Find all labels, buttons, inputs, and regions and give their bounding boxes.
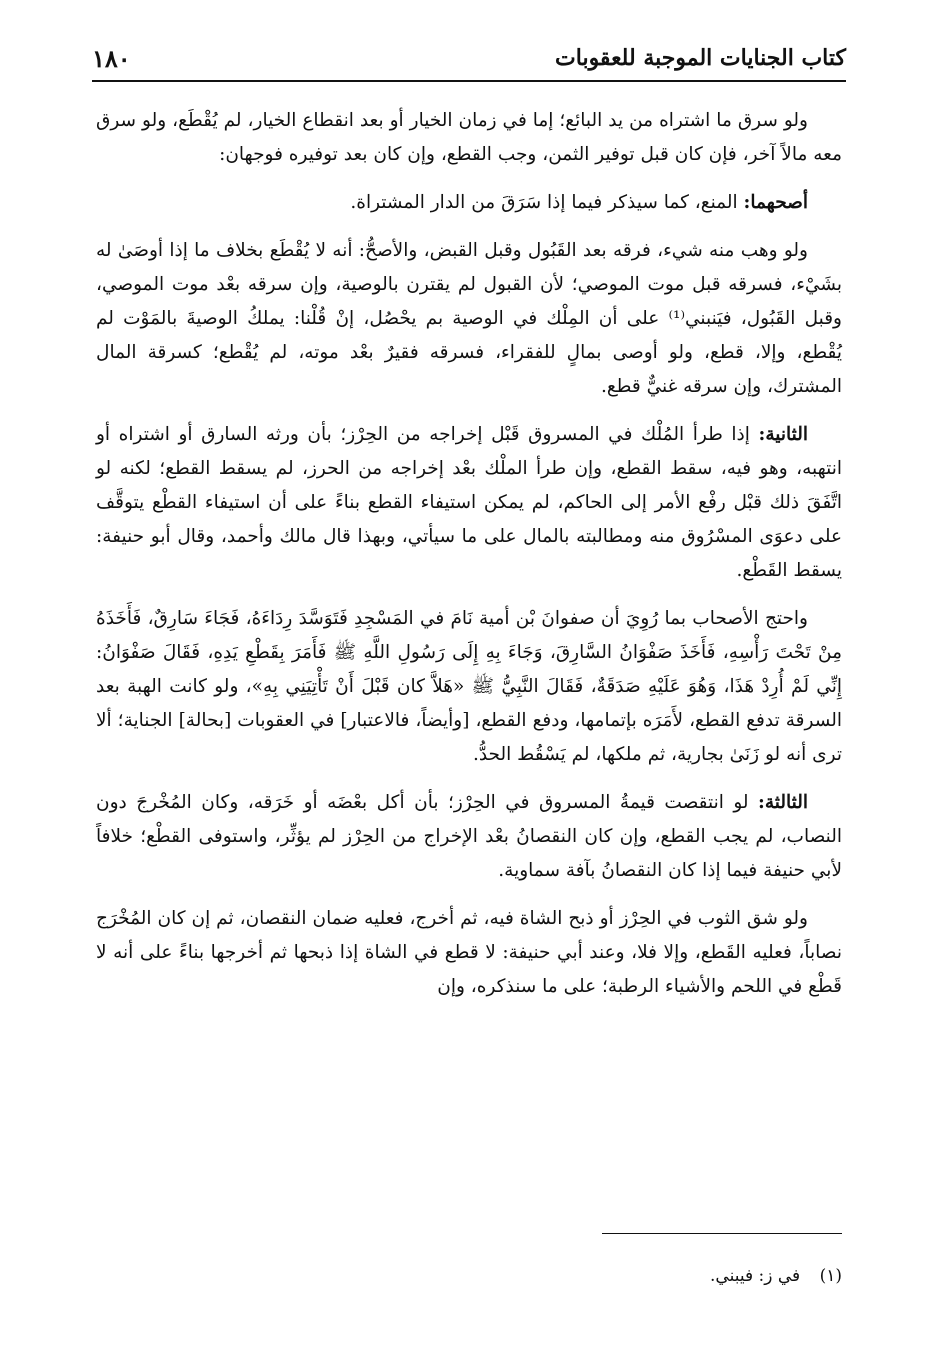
paragraph [96,104,842,172]
paragraph-text: إذا طرأ المُلْك في المسروق قَبْل إخراجه من الحِرْز؛ بأن ورثه السارق أو اشتراه أو انتهبه، وهو فيه، سقط القطع، وإن طرأ الملْك بعْد إخراجه من الحرز، لم يسقط القطع؛ لكنه لو اتَّفَقَ ذلك قبْل رفْع الأمر إلى الحاكم، لم يمكن استيفاء القطع بناءً على أن استيفاء القطْع يتوقَّف على دعوَى المسْرُوق منه ومطالبته بالمال على ما سيأتي، وبهذا قال مالك وأحمد، وقال أبو حنيفة: يسقط القَطْع. [96,424,842,581]
footnote [96,1262,842,1290]
paragraph-text: ولو سرق ما اشتراه من يد البائع؛ إما في زمان الخيار أو بعد انقطاع الخيار، لم يُقْطَع، ولو سرق معه مالاً آخر، فإن كان قبل توفير الثمن، وجب القطع، وإن كان بعد توفيره فوجهان: [96,110,842,165]
footnote-divider [602,1233,842,1234]
footnote-mark: (١) [819,1266,842,1286]
paragraph-text: المنع، كما سيذكر فيما إذا سَرَقَ من الدار المشتراة. [350,192,744,213]
paragraph [96,234,842,404]
page-number: ١٨٠ [92,43,131,73]
paragraph-text: لو انتقصت قيمةُ المسروق في الحِرْز؛ بأن أكل بعْضَه أو خَرَقه، وكان المُخْرجَ دون النصاب، لم يجب القطع، وإن كان النقصانُ بعْد الإخراج من الحِرْز لم يؤثِّر، واستوفى القطْع؛ خلافاً لأبي حنيفة فيما إذا كان النقصانُ بآفة سماوية. [96,792,842,881]
footnote-text: في ز: فيبني. [710,1266,801,1286]
paragraph-text: واحتج الأصحاب بما رُوِيَ أن صفوانَ بْن أمية نَامَ في المَسْجِدِ فَتَوَسَّدَ رِدَاءَهُ، فَجَاءَ سَارِقٌ، فَأَخَذَهُ مِنْ تَحْتَ رَأْسِهِ، فَأَخَذَ صَفْوَانُ السَّارِقَ، وَجَاءَ بِهِ إِلَى رَسُولِ اللَّهِ ﷺ فَأَمَرَ بِقَطْعِ يَدِهِ، فَقَالَ صَفْوَانُ: إِنِّي لَمْ أُرِدْ هَذَا، وَهُوَ عَلَيْهِ صَدَقَةٌ، فَقَالَ النَّبِيُّ ﷺ «هَلاَّ كان قَبْلَ أَنْ تَأْتِيَنِي بِهِ»، ولو كانت الهبة بعد السرقة تدفع القطع، لأَمَرَه بإتمامها، ودفع القطع، [وأيضاً، فالاعتبار] في العقوبات [بحالة] الجناية؛ ألا ترى أنه لو زَنَىٰ بجارية، ثم ملكها، لم يَسْقُط الحدُّ. [96,608,842,765]
paragraph [96,418,842,588]
body-text [96,104,842,1018]
paragraph-text: ولو وهب منه شيء، فرقه بعد القَبُول وقبل القبض، والأصحُّ: أنه لا يُقْطَع بخلاف ما إذا أوصَىٰ له بشَيْء، فسرقه قبل موت الموصي؛ لأن القبول لم يقترن بالوصية، وإن سرقه بعْد موت الموصي، وقبل القَبُول، فيَنبني⁽¹⁾ على أن المِلْك في الوصية بم يحْصُل، إنْ قُلْنا: يملكُ الوصيةَ بالمَوْت لم يُقْطع، وإلا، قطع، ولو أوصى بمالٍ للفقراء، فسرقه فقيرٌ بعْد موته، لم يُقْطع؛ كسرقة المال المشترك، وإن سرقه غنيٌّ قطع. [96,240,842,397]
paragraph-lead: الثالثة: [758,792,808,813]
paragraph [96,186,842,220]
paragraph [96,602,842,772]
paragraph-text: ولو شق الثوب في الحِرْز أو ذبح الشاة فيه، ثم أخرج، فعليه ضمان النقصان، ثم إن كان المُخْرَج نصاباً، فعليه القَطع، وإلا فلا، وعند أبي حنيفة: لا قطع في الشاة إذا ذبحها ثم أخرجها بناءً على أنه لا قَطْع في اللحم والأشياء الرطبة؛ على ما سنذكره، وإن [96,908,842,997]
header-divider [92,80,846,82]
page-header [92,36,846,80]
paragraph-lead: أصحهما: [743,192,808,213]
paragraph [96,902,842,1004]
paragraph [96,786,842,888]
paragraph-lead: الثانية: [758,424,808,445]
book-title: كتاب الجنايات الموجبة للعقوبات [555,45,846,71]
